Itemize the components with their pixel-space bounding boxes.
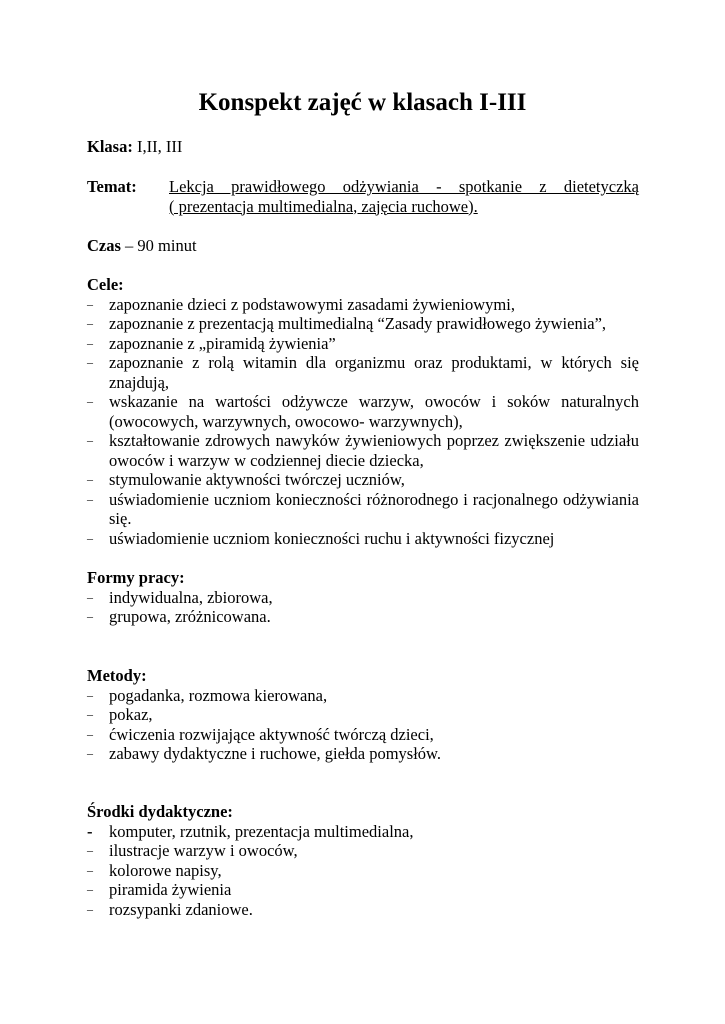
bullet-dash: –: [87, 687, 93, 702]
class-line: [87, 137, 639, 157]
list-item: [87, 744, 639, 764]
list-item: [87, 822, 639, 842]
list-item: [87, 392, 639, 431]
list-item: [87, 295, 639, 315]
bullet-dash: –: [87, 296, 93, 311]
goal-text: stymulowanie aktywności twórczej uczniów,: [109, 470, 405, 489]
bullet-dash: –: [87, 882, 93, 896]
list-item: [87, 588, 639, 608]
bullet-dash: –: [87, 433, 93, 447]
methods-heading: Metody:: [87, 666, 147, 685]
bullet-dash: –: [87, 726, 93, 741]
aid-text: kolorowe napisy,: [109, 860, 222, 880]
goal-text: zapoznanie dzieci z podstawowymi zasadami żywieniowymi,: [109, 294, 515, 314]
forms-list: [87, 588, 639, 627]
document-title: Konspekt zajęć w klasach I-III: [198, 89, 527, 116]
methods-section: [87, 666, 639, 764]
list-item: [87, 705, 639, 725]
topic-text-line1: Lekcja prawidłowego odżywiania - spotkanie z dietetyczką: [169, 177, 639, 196]
goal-text: zapoznanie z rolą witamin dla organizmu oraz produktami, w których się znajdują,: [109, 353, 639, 392]
bullet-dash: –: [87, 472, 93, 486]
aids-heading: Środki dydaktyczne:: [87, 802, 233, 821]
form-text: indywidualna, zbiorowa,: [109, 587, 273, 607]
bullet-dash: –: [87, 491, 93, 506]
aid-text: komputer, rzutnik, prezentacja multimedialna,: [109, 821, 414, 841]
method-text: pogadanka, rozmowa kierowana,: [109, 685, 328, 705]
topic-text-line2: ( prezentacja multimedialna, zajęcia ruchowe).: [169, 196, 478, 216]
list-item: [87, 334, 639, 354]
list-item: [87, 314, 639, 334]
goals-section: [87, 275, 639, 548]
list-item: [87, 861, 639, 881]
goal-text: wskazanie na wartości odżywcze warzyw, owoców i soków naturalnych (owocowych, warzywnych, owocowo- warzywnych),: [109, 392, 639, 431]
class-value: I,II, III: [132, 137, 183, 156]
goals-heading: Cele:: [87, 275, 124, 294]
bullet-dash: –: [87, 355, 93, 369]
bullet-dash: –: [87, 589, 93, 604]
aid-text: piramida żywienia: [109, 880, 232, 899]
method-text: pokaz,: [109, 705, 153, 724]
class-label: Klasa:: [87, 137, 133, 156]
bullet-dash: –: [87, 901, 93, 916]
list-item: [87, 529, 639, 549]
goal-text: uświadomienie uczniom konieczności ruchu i aktywności fizycznej: [109, 528, 555, 548]
bullet-dash: –: [87, 394, 93, 408]
forms-section: [87, 568, 639, 627]
time-value: – 90 minut: [120, 236, 197, 255]
time-label: Czas: [87, 236, 121, 255]
time-line: [87, 236, 639, 256]
list-item: [87, 900, 639, 920]
goals-list: [87, 295, 639, 549]
bullet-dash: –: [87, 862, 93, 877]
list-item: [87, 880, 639, 900]
goal-text: zapoznanie z prezentacją multimedialną “Zasady prawidłowego żywienia”,: [109, 314, 607, 333]
bullet-dash: -: [87, 821, 93, 841]
bullet-dash: –: [87, 530, 93, 545]
method-text: zabawy dydaktyczne i ruchowe, giełda pomysłów.: [109, 744, 442, 763]
list-item: [87, 841, 639, 861]
aid-text: ilustracje warzyw i owoców,: [109, 841, 298, 860]
list-item: [87, 431, 639, 470]
list-item: [87, 686, 639, 706]
aid-text: rozsypanki zdaniowe.: [109, 899, 253, 919]
list-item: [87, 490, 639, 529]
form-text: grupowa, zróżnicowana.: [109, 607, 271, 626]
list-item: [87, 725, 639, 745]
aids-section: [87, 802, 639, 919]
bullet-dash: –: [87, 707, 93, 721]
method-text: ćwiczenia rozwijające aktywność twórczą dzieci,: [109, 724, 434, 744]
goal-text: zapoznanie z „piramidą żywienia”: [109, 333, 336, 353]
bullet-dash: –: [87, 746, 93, 760]
methods-list: [87, 686, 639, 764]
bullet-dash: –: [87, 843, 93, 857]
bullet-dash: –: [87, 316, 93, 330]
topic-label: Temat:: [87, 177, 137, 196]
list-item: [87, 470, 639, 490]
aids-list: [87, 822, 639, 920]
list-item: [87, 607, 639, 627]
bullet-dash: –: [87, 335, 93, 350]
bullet-dash: –: [87, 609, 93, 623]
goal-text: uświadomienie uczniom konieczności różnorodnego i racjonalnego odżywiania się.: [109, 489, 639, 528]
forms-heading: Formy pracy:: [87, 568, 185, 587]
list-item: [87, 353, 639, 392]
goal-text: kształtowanie zdrowych nawyków żywieniowych poprzez zwiększenie udziału owoców i warzyw w codziennej diecie dziecka,: [109, 431, 639, 470]
